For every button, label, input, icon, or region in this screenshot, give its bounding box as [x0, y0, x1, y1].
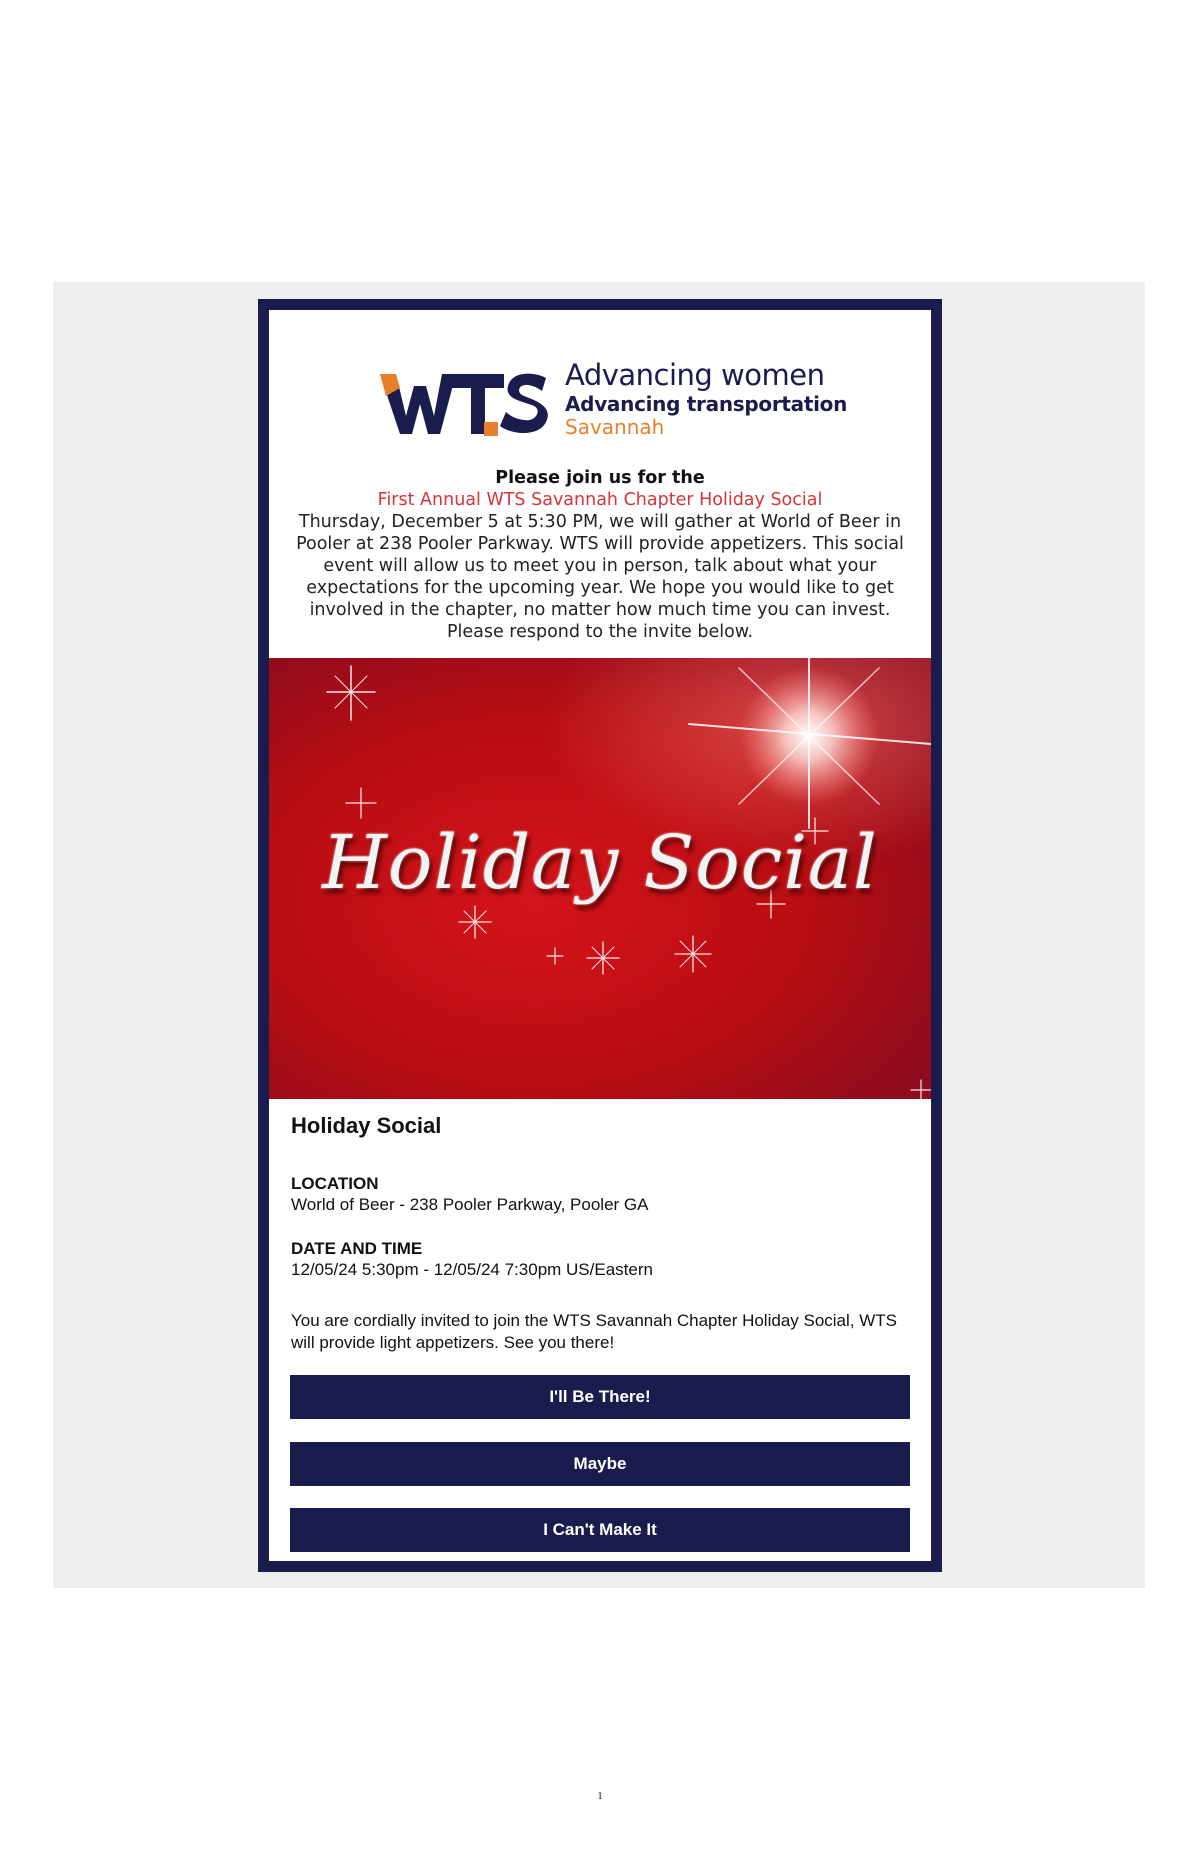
event-title: Holiday Social	[291, 1113, 442, 1138]
location-value: World of Beer - 238 Pooler Parkway, Pooler GA	[291, 1195, 649, 1214]
datetime-label: DATE AND TIME	[291, 1239, 423, 1258]
email-card	[269, 310, 931, 1561]
rsvp-maybe-button[interactable]: Maybe	[290, 1442, 910, 1486]
intro-heading: Please join us for the	[495, 468, 705, 488]
intro-subheading: First Annual WTS Savannah Chapter Holiday Social	[377, 490, 823, 510]
logo-tagline-secondary: Advancing transportation	[565, 392, 848, 416]
logo-tagline-primary: Advancing women	[565, 358, 825, 392]
rsvp-no-button[interactable]: I Can't Make It	[290, 1508, 910, 1552]
banner-title: Holiday Social	[322, 820, 878, 906]
rsvp-yes-button[interactable]: I'll Be There!	[290, 1375, 910, 1419]
page-number: 1	[597, 1790, 603, 1802]
datetime-value: 12/05/24 5:30pm - 12/05/24 7:30pm US/Eastern	[291, 1260, 653, 1279]
holiday-social-banner	[269, 658, 931, 1099]
logo-chapter-name: Savannah	[565, 415, 665, 439]
wts-wordmark-icon	[376, 356, 556, 446]
intro-section	[281, 467, 919, 643]
invite-text: You are cordially invited to join the WTS Savannah Chapter Holiday Social, WTS will provide light appetizers. See you there!	[291, 1311, 898, 1352]
location-label: LOCATION	[291, 1174, 379, 1193]
intro-body: Thursday, December 5 at 5:30 PM, we will gather at World of Beer in Pooler at 238 Pooler Parkway. WTS will provide appetizers. This social event will allow us to meet you in person, talk about what your expectations for the upcoming year. We hope you would like to get involved in the chapter, no matter how much time you can invest. Please respond to the invite below.	[296, 512, 904, 642]
